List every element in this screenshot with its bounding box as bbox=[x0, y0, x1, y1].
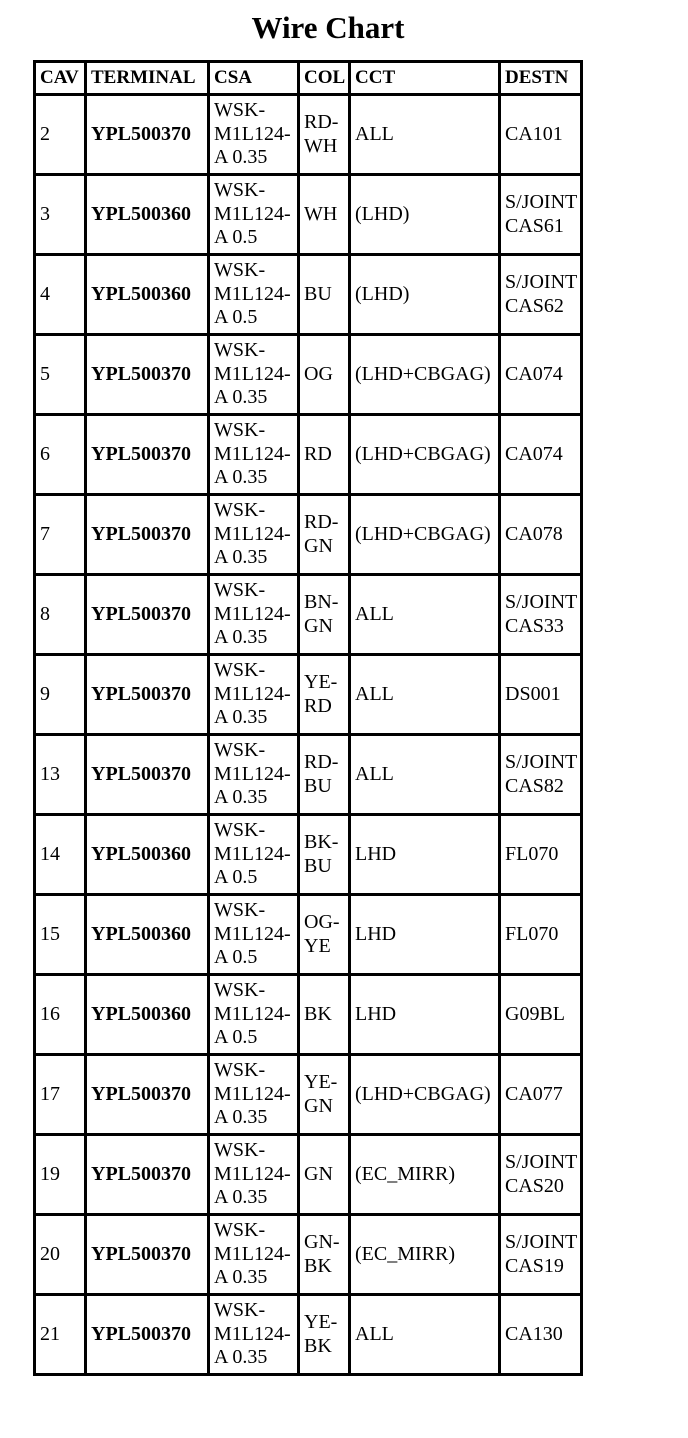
table-row bbox=[35, 895, 582, 975]
destination-cell bbox=[500, 975, 582, 1055]
circuit-cell: ALL bbox=[350, 655, 500, 735]
table-row bbox=[35, 415, 582, 495]
csa-line: WSK- bbox=[214, 979, 266, 1002]
color-line: GN bbox=[304, 614, 333, 637]
destination-line: CAS19 bbox=[505, 1254, 564, 1277]
table-row bbox=[35, 655, 582, 735]
destination-line: CA078 bbox=[505, 522, 563, 545]
table-row bbox=[35, 735, 582, 815]
color-cell bbox=[299, 1055, 350, 1135]
cav-cell: 20 bbox=[35, 1215, 86, 1295]
table-row bbox=[35, 255, 582, 335]
csa-line: M1L124- bbox=[214, 282, 291, 305]
destination-cell bbox=[500, 255, 582, 335]
color-cell bbox=[299, 175, 350, 255]
table-row bbox=[35, 1135, 582, 1215]
destination-line: CAS62 bbox=[505, 294, 564, 317]
terminal-cell: YPL500370 bbox=[86, 1055, 209, 1135]
color-line: YE bbox=[304, 934, 331, 957]
csa-line: A 0.35 bbox=[214, 386, 268, 409]
destination-cell bbox=[500, 495, 582, 575]
destination-line: CAS82 bbox=[505, 774, 564, 797]
csa-line: A 0.5 bbox=[214, 226, 258, 249]
cav-cell: 13 bbox=[35, 735, 86, 815]
table-body bbox=[35, 95, 582, 1375]
cav-cell: 15 bbox=[35, 895, 86, 975]
destination-line: CA130 bbox=[505, 1322, 563, 1345]
csa-line: WSK- bbox=[214, 99, 266, 122]
terminal-cell: YPL500370 bbox=[86, 575, 209, 655]
destination-cell bbox=[500, 895, 582, 975]
circuit-cell: ALL bbox=[350, 735, 500, 815]
destination-line: CA101 bbox=[505, 122, 563, 145]
csa-line: M1L124- bbox=[214, 922, 291, 945]
column-header-csa: CSA bbox=[209, 62, 299, 95]
column-header-destn: DESTN bbox=[500, 62, 582, 95]
csa-line: M1L124- bbox=[214, 122, 291, 145]
csa-line: M1L124- bbox=[214, 1002, 291, 1025]
color-line: BN- bbox=[304, 591, 339, 613]
csa-line: WSK- bbox=[214, 1059, 266, 1082]
terminal-cell: YPL500360 bbox=[86, 255, 209, 335]
color-line: GN- bbox=[304, 1231, 340, 1253]
csa-line: M1L124- bbox=[214, 522, 291, 545]
destination-cell bbox=[500, 415, 582, 495]
csa-line: M1L124- bbox=[214, 362, 291, 385]
csa-cell bbox=[209, 895, 299, 975]
color-line: RD bbox=[304, 694, 332, 717]
color-line: WH bbox=[304, 202, 338, 225]
color-cell bbox=[299, 1295, 350, 1375]
color-cell bbox=[299, 255, 350, 335]
destination-line: S/JOINT bbox=[505, 1231, 578, 1253]
circuit-cell: (LHD) bbox=[350, 255, 500, 335]
color-line: BU bbox=[304, 774, 332, 797]
color-cell bbox=[299, 335, 350, 415]
table-row bbox=[35, 1295, 582, 1375]
csa-line: M1L124- bbox=[214, 1242, 291, 1265]
csa-line: A 0.5 bbox=[214, 946, 258, 969]
column-header-col: COL bbox=[299, 62, 350, 95]
table-row bbox=[35, 175, 582, 255]
terminal-cell: YPL500370 bbox=[86, 655, 209, 735]
csa-line: M1L124- bbox=[214, 602, 291, 625]
cav-cell: 4 bbox=[35, 255, 86, 335]
csa-line: A 0.35 bbox=[214, 1346, 268, 1369]
color-line: BK bbox=[304, 1334, 332, 1357]
csa-cell bbox=[209, 1295, 299, 1375]
csa-cell bbox=[209, 415, 299, 495]
destination-line: FL070 bbox=[505, 922, 559, 945]
table-row bbox=[35, 495, 582, 575]
destination-cell bbox=[500, 1295, 582, 1375]
terminal-cell: YPL500360 bbox=[86, 895, 209, 975]
destination-cell bbox=[500, 95, 582, 175]
cav-cell: 19 bbox=[35, 1135, 86, 1215]
destination-line: DS001 bbox=[505, 682, 561, 705]
terminal-cell: YPL500370 bbox=[86, 95, 209, 175]
circuit-cell: LHD bbox=[350, 815, 500, 895]
column-header-cct: CCT bbox=[350, 62, 500, 95]
csa-line: WSK- bbox=[214, 579, 266, 602]
table-row bbox=[35, 975, 582, 1055]
destination-line: CA074 bbox=[505, 362, 563, 385]
csa-cell bbox=[209, 815, 299, 895]
circuit-cell: (LHD+CBGAG) bbox=[350, 1055, 500, 1135]
circuit-cell: (EC_MIRR) bbox=[350, 1135, 500, 1215]
terminal-cell: YPL500370 bbox=[86, 1215, 209, 1295]
cav-cell: 2 bbox=[35, 95, 86, 175]
csa-line: WSK- bbox=[214, 259, 266, 282]
color-cell bbox=[299, 895, 350, 975]
color-line: BK bbox=[304, 1002, 332, 1025]
terminal-cell: YPL500370 bbox=[86, 1135, 209, 1215]
destination-line: S/JOINT bbox=[505, 271, 578, 293]
table-row bbox=[35, 1215, 582, 1295]
color-line: YE- bbox=[304, 1311, 338, 1333]
csa-line: WSK- bbox=[214, 419, 266, 442]
cav-cell: 3 bbox=[35, 175, 86, 255]
color-line: RD- bbox=[304, 751, 339, 773]
destination-cell bbox=[500, 735, 582, 815]
csa-line: M1L124- bbox=[214, 202, 291, 225]
circuit-cell: ALL bbox=[350, 575, 500, 655]
color-line: RD bbox=[304, 442, 332, 465]
color-cell bbox=[299, 1135, 350, 1215]
color-cell bbox=[299, 575, 350, 655]
csa-line: WSK- bbox=[214, 1299, 266, 1322]
cav-cell: 16 bbox=[35, 975, 86, 1055]
circuit-cell: ALL bbox=[350, 95, 500, 175]
circuit-cell: LHD bbox=[350, 975, 500, 1055]
csa-cell bbox=[209, 655, 299, 735]
color-line: GN bbox=[304, 534, 333, 557]
terminal-cell: YPL500370 bbox=[86, 735, 209, 815]
destination-line: S/JOINT bbox=[505, 191, 578, 213]
circuit-cell: (LHD) bbox=[350, 175, 500, 255]
color-line: RD- bbox=[304, 511, 339, 533]
csa-cell bbox=[209, 255, 299, 335]
color-line: BK- bbox=[304, 831, 339, 853]
header-row bbox=[35, 62, 582, 95]
cav-cell: 17 bbox=[35, 1055, 86, 1135]
cav-cell: 9 bbox=[35, 655, 86, 735]
destination-cell bbox=[500, 1215, 582, 1295]
csa-line: M1L124- bbox=[214, 1082, 291, 1105]
cav-cell: 6 bbox=[35, 415, 86, 495]
column-header-cav: CAV bbox=[35, 62, 86, 95]
color-line: OG bbox=[304, 362, 333, 385]
destination-line: CAS20 bbox=[505, 1174, 564, 1197]
table-row bbox=[35, 815, 582, 895]
csa-line: M1L124- bbox=[214, 442, 291, 465]
circuit-cell: (LHD+CBGAG) bbox=[350, 335, 500, 415]
color-line: BU bbox=[304, 854, 332, 877]
color-line: YE- bbox=[304, 671, 338, 693]
csa-cell bbox=[209, 335, 299, 415]
table-row bbox=[35, 95, 582, 175]
circuit-cell: LHD bbox=[350, 895, 500, 975]
color-cell bbox=[299, 735, 350, 815]
csa-cell bbox=[209, 1055, 299, 1135]
terminal-cell: YPL500370 bbox=[86, 495, 209, 575]
csa-line: M1L124- bbox=[214, 1322, 291, 1345]
csa-cell bbox=[209, 95, 299, 175]
color-cell bbox=[299, 655, 350, 735]
destination-line: G09BL bbox=[505, 1002, 565, 1025]
csa-line: WSK- bbox=[214, 659, 266, 682]
csa-line: A 0.35 bbox=[214, 1106, 268, 1129]
wire-chart-table bbox=[33, 60, 583, 1376]
csa-line: WSK- bbox=[214, 1219, 266, 1242]
csa-cell bbox=[209, 1135, 299, 1215]
color-line: BU bbox=[304, 282, 332, 305]
csa-line: WSK- bbox=[214, 499, 266, 522]
cav-cell: 21 bbox=[35, 1295, 86, 1375]
color-cell bbox=[299, 815, 350, 895]
destination-line: CA074 bbox=[505, 442, 563, 465]
terminal-cell: YPL500370 bbox=[86, 335, 209, 415]
destination-line: CAS61 bbox=[505, 214, 564, 237]
circuit-cell: (LHD+CBGAG) bbox=[350, 415, 500, 495]
csa-cell bbox=[209, 975, 299, 1055]
cav-cell: 7 bbox=[35, 495, 86, 575]
csa-cell bbox=[209, 735, 299, 815]
csa-cell bbox=[209, 575, 299, 655]
csa-line: A 0.5 bbox=[214, 1026, 258, 1049]
csa-line: A 0.5 bbox=[214, 306, 258, 329]
csa-line: A 0.35 bbox=[214, 466, 268, 489]
color-cell bbox=[299, 975, 350, 1055]
csa-line: A 0.35 bbox=[214, 786, 268, 809]
terminal-cell: YPL500360 bbox=[86, 175, 209, 255]
color-line: BK bbox=[304, 1254, 332, 1277]
destination-cell bbox=[500, 1055, 582, 1135]
csa-line: M1L124- bbox=[214, 1162, 291, 1185]
destination-cell bbox=[500, 815, 582, 895]
csa-line: M1L124- bbox=[214, 682, 291, 705]
csa-line: WSK- bbox=[214, 899, 266, 922]
destination-cell bbox=[500, 1135, 582, 1215]
csa-line: A 0.35 bbox=[214, 146, 268, 169]
csa-line: WSK- bbox=[214, 1139, 266, 1162]
destination-cell bbox=[500, 175, 582, 255]
destination-line: S/JOINT bbox=[505, 751, 578, 773]
circuit-cell: ALL bbox=[350, 1295, 500, 1375]
destination-line: S/JOINT bbox=[505, 591, 578, 613]
color-line: OG- bbox=[304, 911, 340, 933]
csa-line: WSK- bbox=[214, 739, 266, 762]
destination-cell bbox=[500, 655, 582, 735]
csa-cell bbox=[209, 175, 299, 255]
destination-cell bbox=[500, 335, 582, 415]
color-line: GN bbox=[304, 1094, 333, 1117]
table-row bbox=[35, 575, 582, 655]
destination-cell bbox=[500, 575, 582, 655]
csa-line: WSK- bbox=[214, 819, 266, 842]
csa-line: M1L124- bbox=[214, 762, 291, 785]
csa-line: A 0.35 bbox=[214, 546, 268, 569]
table-row bbox=[35, 335, 582, 415]
terminal-cell: YPL500360 bbox=[86, 975, 209, 1055]
destination-line: S/JOINT bbox=[505, 1151, 578, 1173]
csa-line: A 0.5 bbox=[214, 866, 258, 889]
circuit-cell: (LHD+CBGAG) bbox=[350, 495, 500, 575]
csa-line: M1L124- bbox=[214, 842, 291, 865]
csa-cell bbox=[209, 1215, 299, 1295]
destination-line: CA077 bbox=[505, 1082, 563, 1105]
csa-line: A 0.35 bbox=[214, 706, 268, 729]
csa-line: WSK- bbox=[214, 179, 266, 202]
terminal-cell: YPL500370 bbox=[86, 415, 209, 495]
color-cell bbox=[299, 415, 350, 495]
page-title: Wire Chart bbox=[251, 10, 405, 45]
circuit-cell: (EC_MIRR) bbox=[350, 1215, 500, 1295]
color-line: GN bbox=[304, 1162, 333, 1185]
cav-cell: 5 bbox=[35, 335, 86, 415]
csa-line: WSK- bbox=[214, 339, 266, 362]
color-line: WH bbox=[304, 134, 338, 157]
column-header-terminal: TERMINAL bbox=[86, 62, 209, 95]
color-cell bbox=[299, 95, 350, 175]
cav-cell: 14 bbox=[35, 815, 86, 895]
color-cell bbox=[299, 495, 350, 575]
cav-cell: 8 bbox=[35, 575, 86, 655]
terminal-cell: YPL500370 bbox=[86, 1295, 209, 1375]
csa-cell bbox=[209, 495, 299, 575]
csa-line: A 0.35 bbox=[214, 626, 268, 649]
destination-line: CAS33 bbox=[505, 614, 564, 637]
csa-line: A 0.35 bbox=[214, 1186, 268, 1209]
table-row bbox=[35, 1055, 582, 1135]
color-line: YE- bbox=[304, 1071, 338, 1093]
color-cell bbox=[299, 1215, 350, 1295]
terminal-cell: YPL500360 bbox=[86, 815, 209, 895]
csa-line: A 0.35 bbox=[214, 1266, 268, 1289]
destination-line: FL070 bbox=[505, 842, 559, 865]
color-line: RD- bbox=[304, 111, 339, 133]
